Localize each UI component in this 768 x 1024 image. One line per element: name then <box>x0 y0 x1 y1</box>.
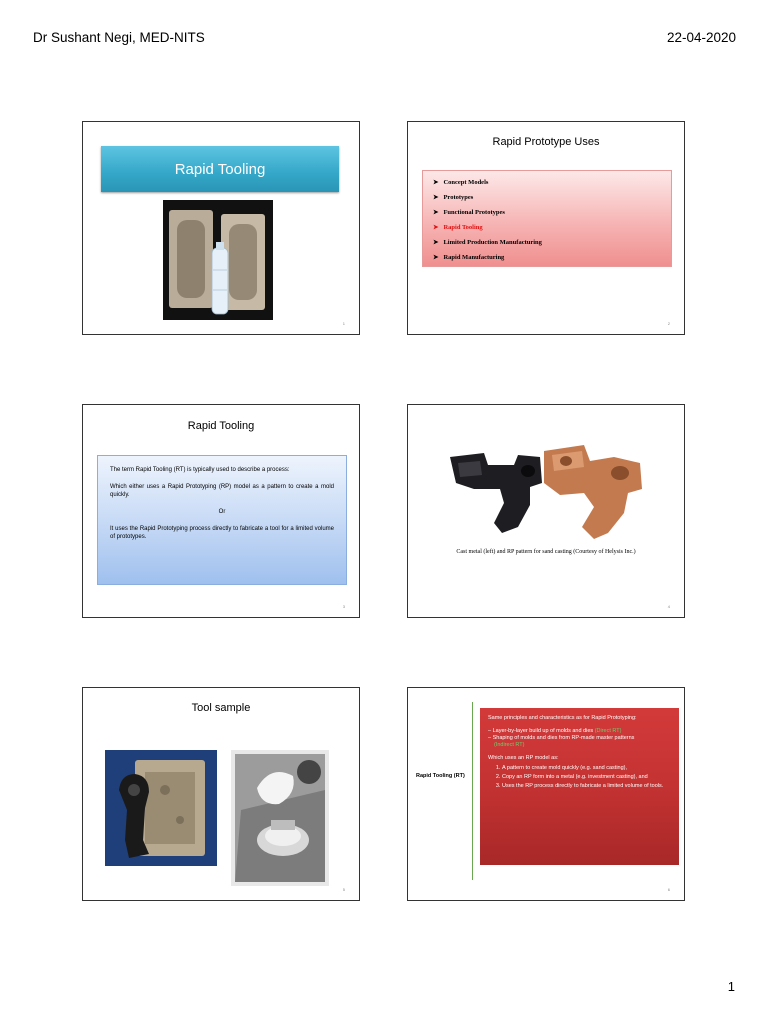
list-item-highlighted: ➤ Rapid Tooling <box>433 224 483 231</box>
definition-text: It uses the Rapid Prototyping process directly to fabricate a tool for a limited volume of prototypes. <box>110 526 334 540</box>
arrow-bullet-icon: ➤ <box>433 239 439 246</box>
arrow-bullet-icon: ➤ <box>433 209 439 216</box>
list-item: ➤ Prototypes <box>433 194 474 201</box>
slide-number: 6 <box>667 887 670 892</box>
list-item: ➤ Rapid Manufacturing <box>433 254 505 261</box>
bullet-lines: – Layer-by-layer build up of molds and dies (Direct RT) – Shaping of molds and dies from RP-made master patterns (Indirect RT) <box>488 728 635 748</box>
slide-6 <box>407 687 685 901</box>
slide-2 <box>407 121 685 335</box>
slide-title: Tool sample <box>191 702 251 714</box>
document-date: 22-04-2020 <box>666 30 736 45</box>
list-item: 1. A pattern to create mold quickly (e.g. sand casting), <box>502 765 671 772</box>
list-item: 2. Copy an RP form into a metal (e.g. investment casting), and <box>502 774 671 781</box>
slide-5 <box>82 687 360 901</box>
slide-title-banner: Rapid Tooling <box>101 146 339 192</box>
uses-list-box <box>422 170 672 267</box>
which-text: Which uses an RP model as: <box>488 755 559 761</box>
slide-number: 2 <box>667 321 670 326</box>
slide-number: 5 <box>342 887 345 892</box>
intro-text: Same principles and characteristics as for Rapid Prototyping: <box>488 715 637 721</box>
definition-text: The term Rapid Tooling (RT) is typically used to describe a process: <box>110 467 290 473</box>
tool-sample-photo-1 <box>105 750 217 866</box>
list-item: ➤ Limited Production Manufacturing <box>433 239 542 246</box>
arrow-bullet-icon: ➤ <box>433 254 439 261</box>
rt-description-box <box>480 708 679 865</box>
mold-bottle-photo <box>163 200 273 320</box>
tool-sample-photo-2 <box>231 750 329 886</box>
slide-4 <box>407 404 685 618</box>
definition-text: Which either uses a Rapid Prototyping (RP) model as a pattern to create a mold quickly. <box>110 484 334 498</box>
arrow-bullet-icon: ➤ <box>433 224 439 231</box>
slide-number: 4 <box>667 604 670 609</box>
slide-title: Rapid Prototype Uses <box>492 136 600 148</box>
slide-title: Rapid Tooling <box>187 420 255 432</box>
cast-metal-and-pattern-photo <box>444 443 650 543</box>
slide-number: 1 <box>342 321 345 326</box>
list-item: ➤ Functional Prototypes <box>433 209 505 216</box>
divider-line <box>472 702 473 880</box>
document-author: Dr Sushant Negi, MED-NITS <box>33 30 205 45</box>
figure-caption: Cast metal (left) and RP pattern for sand casting (Courtesy of Helysis Inc.) <box>456 549 636 555</box>
list-item: 3. Uses the RP process directly to fabricate a limited volume of tools. <box>502 783 671 790</box>
list-item: ➤ Concept Models <box>433 179 489 186</box>
arrow-bullet-icon: ➤ <box>433 194 439 201</box>
or-text: Or <box>218 509 226 515</box>
slide-number: 3 <box>342 604 345 609</box>
slide-3 <box>82 404 360 618</box>
definition-box <box>97 455 347 585</box>
rapid-tooling-label: Rapid Tooling (RT) <box>416 773 465 779</box>
arrow-bullet-icon: ➤ <box>433 179 439 186</box>
page-number: 1 <box>727 979 735 994</box>
slide-1 <box>82 121 360 335</box>
rp-model-uses-list <box>488 765 671 790</box>
